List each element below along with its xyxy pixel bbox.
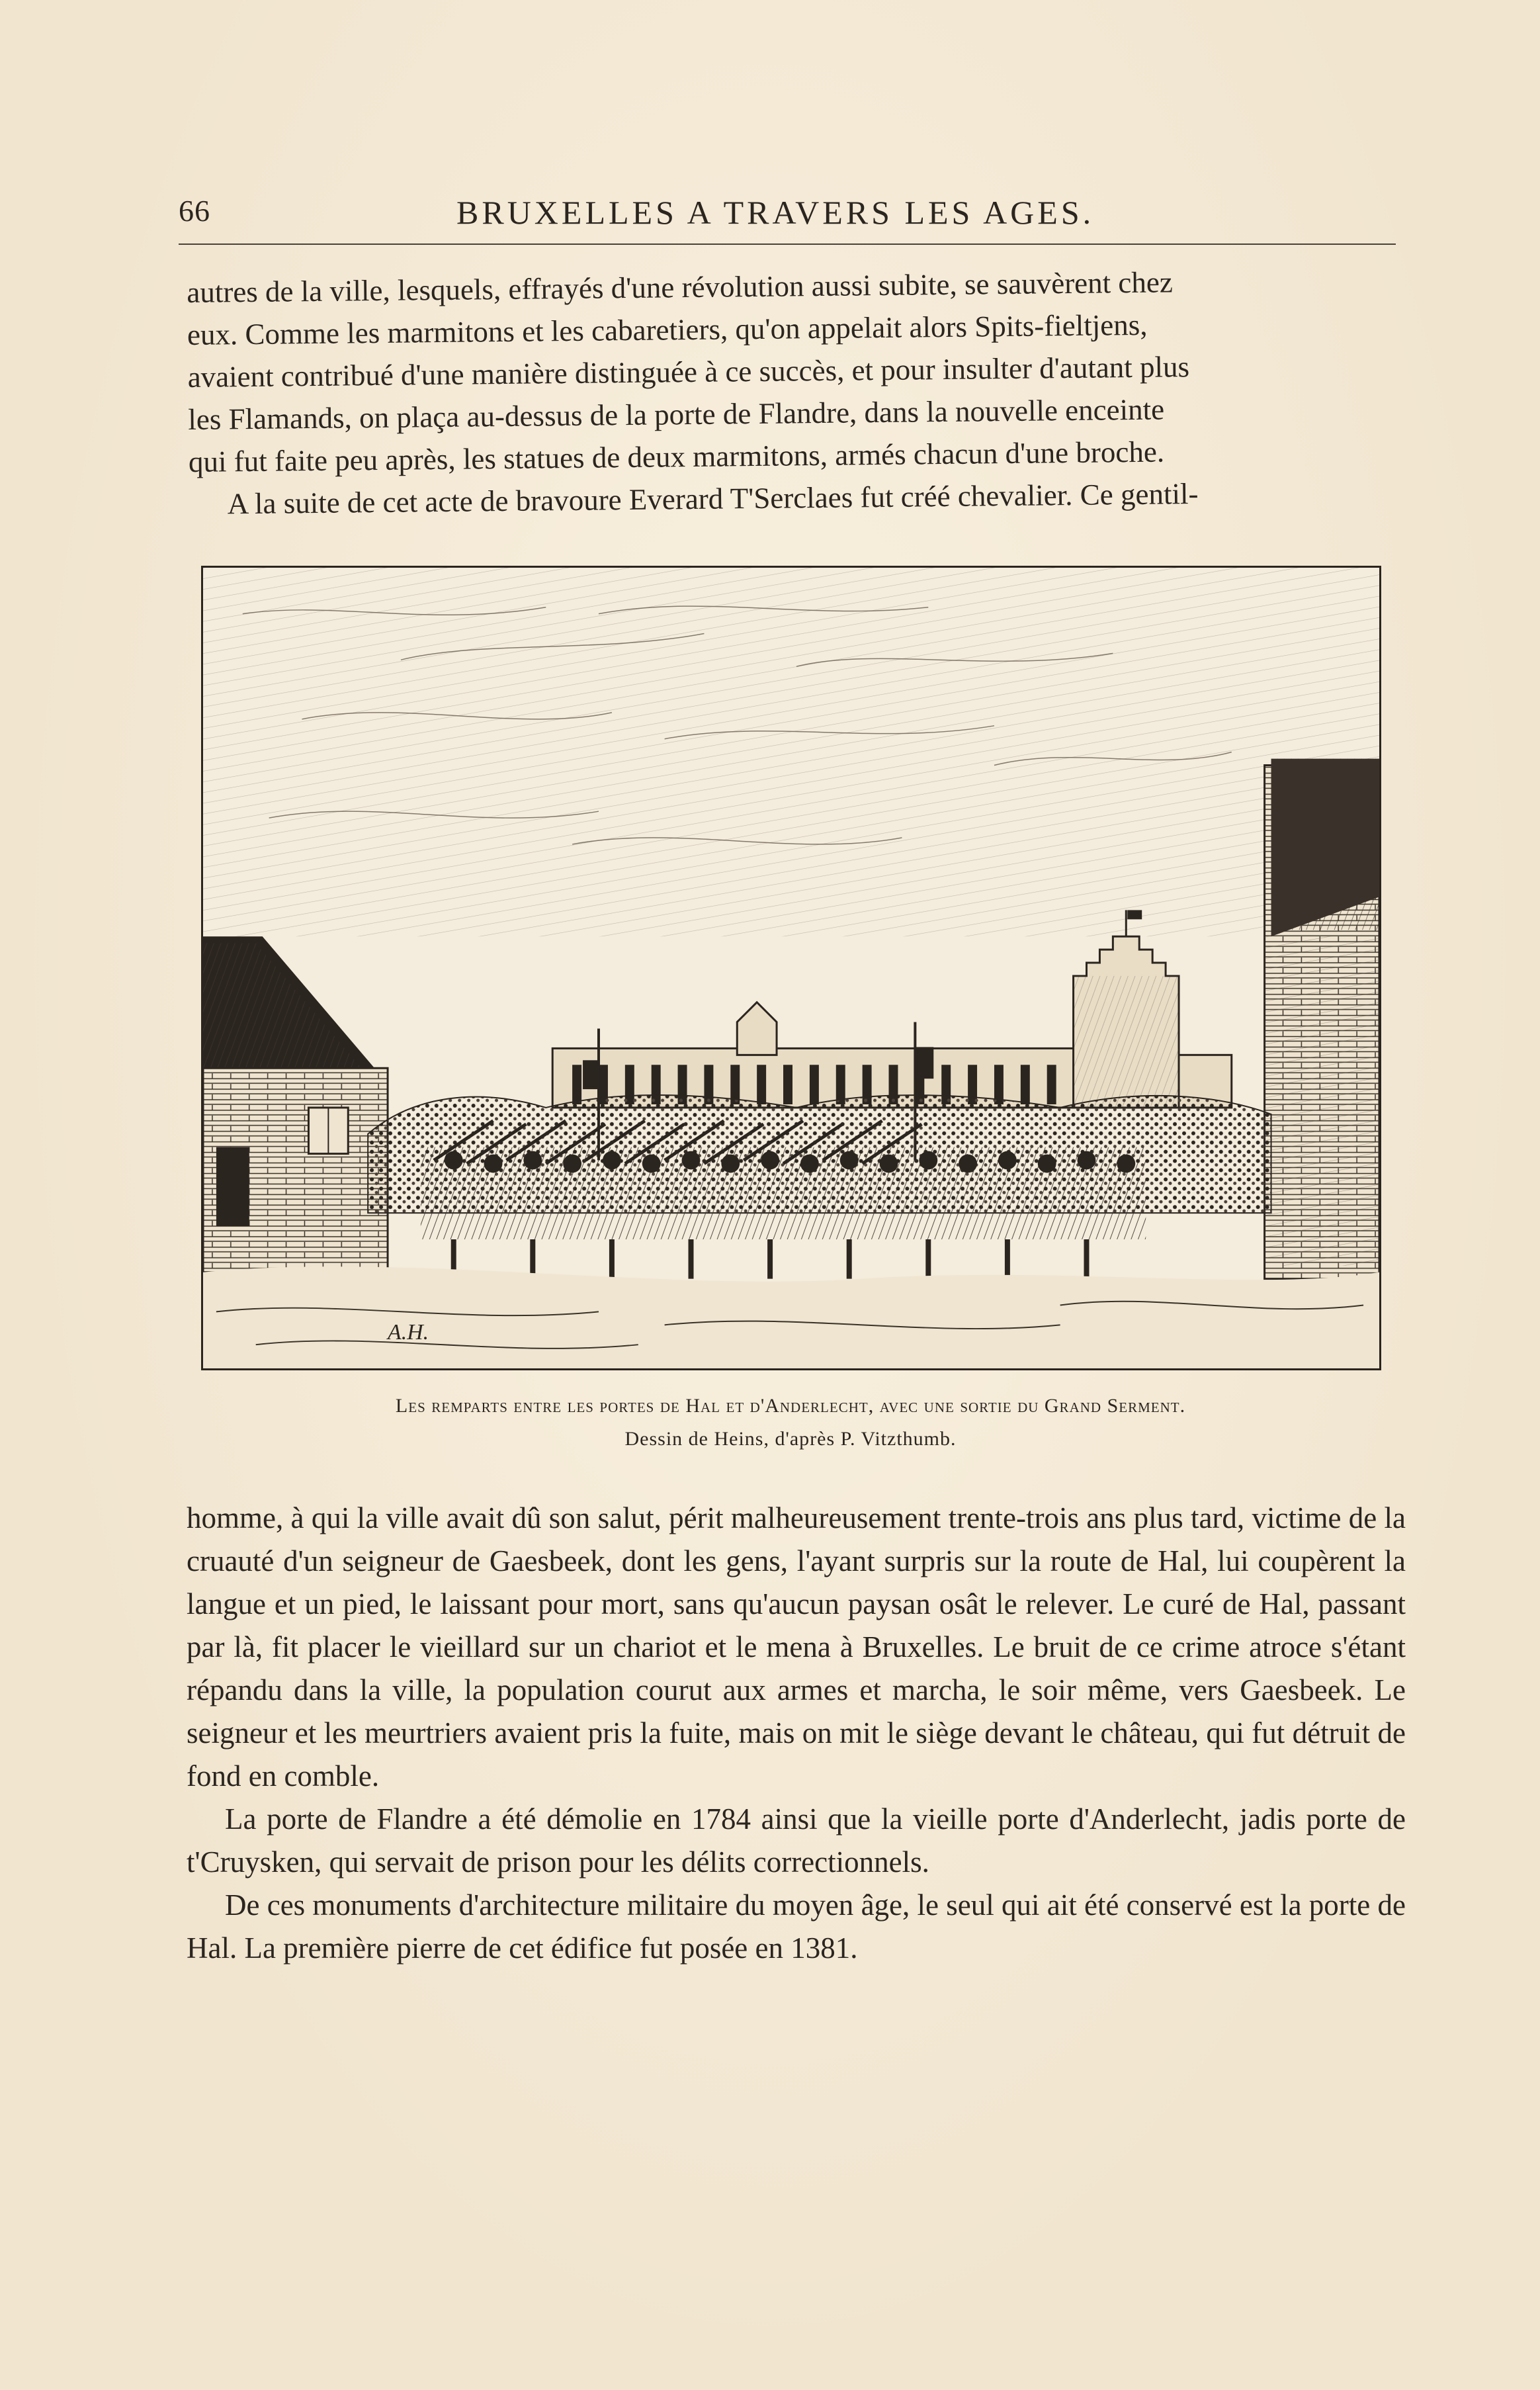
- right-tower: [1265, 759, 1379, 1279]
- paragraph: homme, à qui la ville avait dû son salut, périt malheureusement trente-trois ans plus tard, victime de la cruauté d'un seigneur de Gaesbeek, dont les gens, l'ayant surpris sur la route de Hal, lui coupèrent la langue et un pied, le laissant pour mort, sans qu'aucun paysan osât le relever. Le curé de Hal, passant par là, fit placer le vieillard sur un chariot et le mena à Bruxelles. Le bruit de ce crime atroce s'étant répandu dans la ville, la population courut aux armes et marcha, le soir même, vers Gaesbeek. Le seigneur et les meurtriers avaient pris la fuite, mais on mit le siège devant le château, qui fut détruit de fond en comble.: [187, 1501, 1406, 1792]
- artist-signature: A.H.: [388, 1320, 429, 1345]
- running-title: BRUXELLES A TRAVERS LES AGES.: [456, 194, 1095, 231]
- text-line: qui fut faite peu après, les statues de deux marmitons, armés chacun d'une broche.: [188, 435, 1165, 478]
- engraving-illustration: [201, 566, 1381, 1370]
- running-head: [179, 193, 1389, 240]
- text-line: les Flamands, on plaça au-dessus de la porte de Flandre, dans la nouvelle enceinte: [188, 392, 1165, 436]
- text-line: eux. Comme les marmitons et les cabaretiers, qu'on appelait alors Spits-fieltjens,: [187, 308, 1148, 351]
- paragraph: La porte de Flandre a été démolie en 1784 ainsi que la vieille porte d'Anderlecht, jadis porte de t'Cruysken, qui servait de prison pour les délits correctionnels.: [187, 1802, 1406, 1879]
- text-line: A la suite de cet acte de bravoure Everard T'Serclaes fut créé chevalier. Ce gentil-: [227, 477, 1199, 521]
- text-line: autres de la ville, lesquels, effrayés d'une révolution aussi subite, se sauvèrent chez: [187, 265, 1174, 309]
- top-paragraph: [187, 259, 1408, 525]
- bottom-text: [187, 1497, 1406, 1970]
- figure-credit: Dessin de Heins, d'après P. Vitzthumb.: [624, 1428, 957, 1450]
- engraving-drawing: [203, 568, 1379, 1368]
- paragraph: De ces monuments d'architecture militaire du moyen âge, le seul qui ait été conservé est la porte de Hal. La première pierre de cet édifice fut posée en 1381.: [187, 1888, 1406, 1965]
- figure-caption: Les remparts entre les portes de Hal et d'Anderlecht, avec une sortie du Grand Serment.: [395, 1395, 1186, 1417]
- page-number: 66: [179, 194, 210, 228]
- header-rule: [179, 243, 1396, 245]
- text-line: avaient contribué d'une manière distinguée à ce succès, et pour insulter d'autant plus: [187, 350, 1190, 394]
